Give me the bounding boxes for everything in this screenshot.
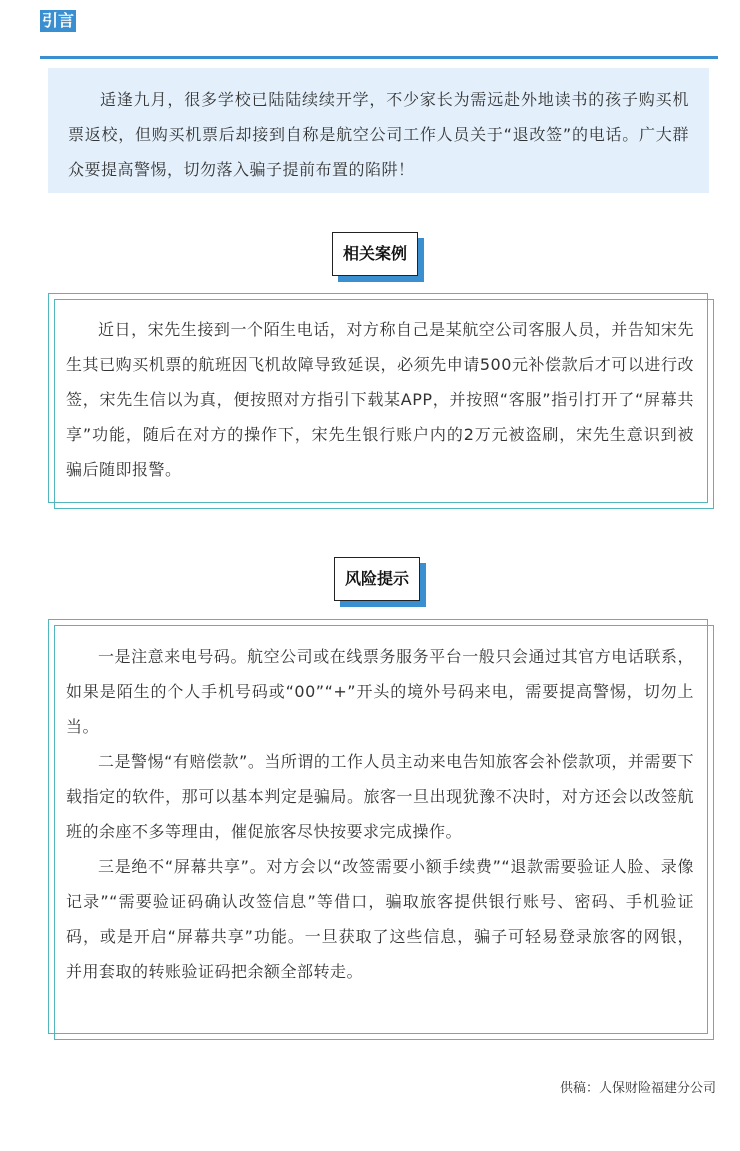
intro-divider <box>40 56 718 59</box>
case-heading-title: 相关案例 <box>332 232 418 276</box>
intro-tag: 引言 <box>42 11 75 30</box>
risk-paragraph: 二是警惕“有赔偿款”。当所谓的工作人员主动来电告知旅客会补偿款项，并需要下载指定的软件，那可以基本判定是骗局。旅客一旦出现犹豫不决时，对方还会以改签航班的余座不多等理由，催促旅客尽快按要求完成操作。 <box>66 752 694 841</box>
case-text: 近日，宋先生接到一个陌生电话，对方称自己是某航空公司客服人员，并告知宋先生其已购买机票的航班因飞机故障导致延误，必须先申请500元补偿款后才可以进行改签，宋先生信以为真，便按照对方指引下载某APP，并按照“客服”指引打开了“屏幕共享”功能，随后在对方的操作下，宋先生银行账户内的2万元被盗刷，宋先生意识到被骗后随即报警。 <box>66 320 694 479</box>
intro-text: 适逢九月，很多学校已陆陆续续开学，不少家长为需远赴外地读书的孩子购买机票返校，但购买机票后却接到自称是航空公司工作人员关于“退改签”的电话。广大群众要提高警惕，切勿落入骗子提前布置的陷阱！ <box>68 90 689 179</box>
case-frame <box>48 293 714 509</box>
risk-heading-title: 风险提示 <box>334 557 420 601</box>
risk-paragraph: 一是注意来电号码。航空公司或在线票务服务平台一般只会通过其官方电话联系，如果是陌生的个人手机号码或“00”“+”开头的境外号码来电，需要提高警惕，切勿上当。 <box>66 647 694 736</box>
case-content <box>66 312 694 487</box>
risk-frame <box>48 619 714 1040</box>
risk-paragraph: 三是绝不“屏幕共享”。对方会以“改签需要小额手续费”“退款需要验证人脸、录像记录”“需要验证码确认改签信息”等借口，骗取旅客提供银行账号、密码、手机验证码，或是开启“屏幕共享”功能。一旦获取了这些信息，骗子可轻易登录旅客的网银，并用套取的转账验证码把余额全部转走。 <box>66 857 694 981</box>
risk-content <box>66 639 694 989</box>
intro-box <box>48 68 709 193</box>
source-credit: 供稿：人保财险福建分公司 <box>559 1081 716 1096</box>
